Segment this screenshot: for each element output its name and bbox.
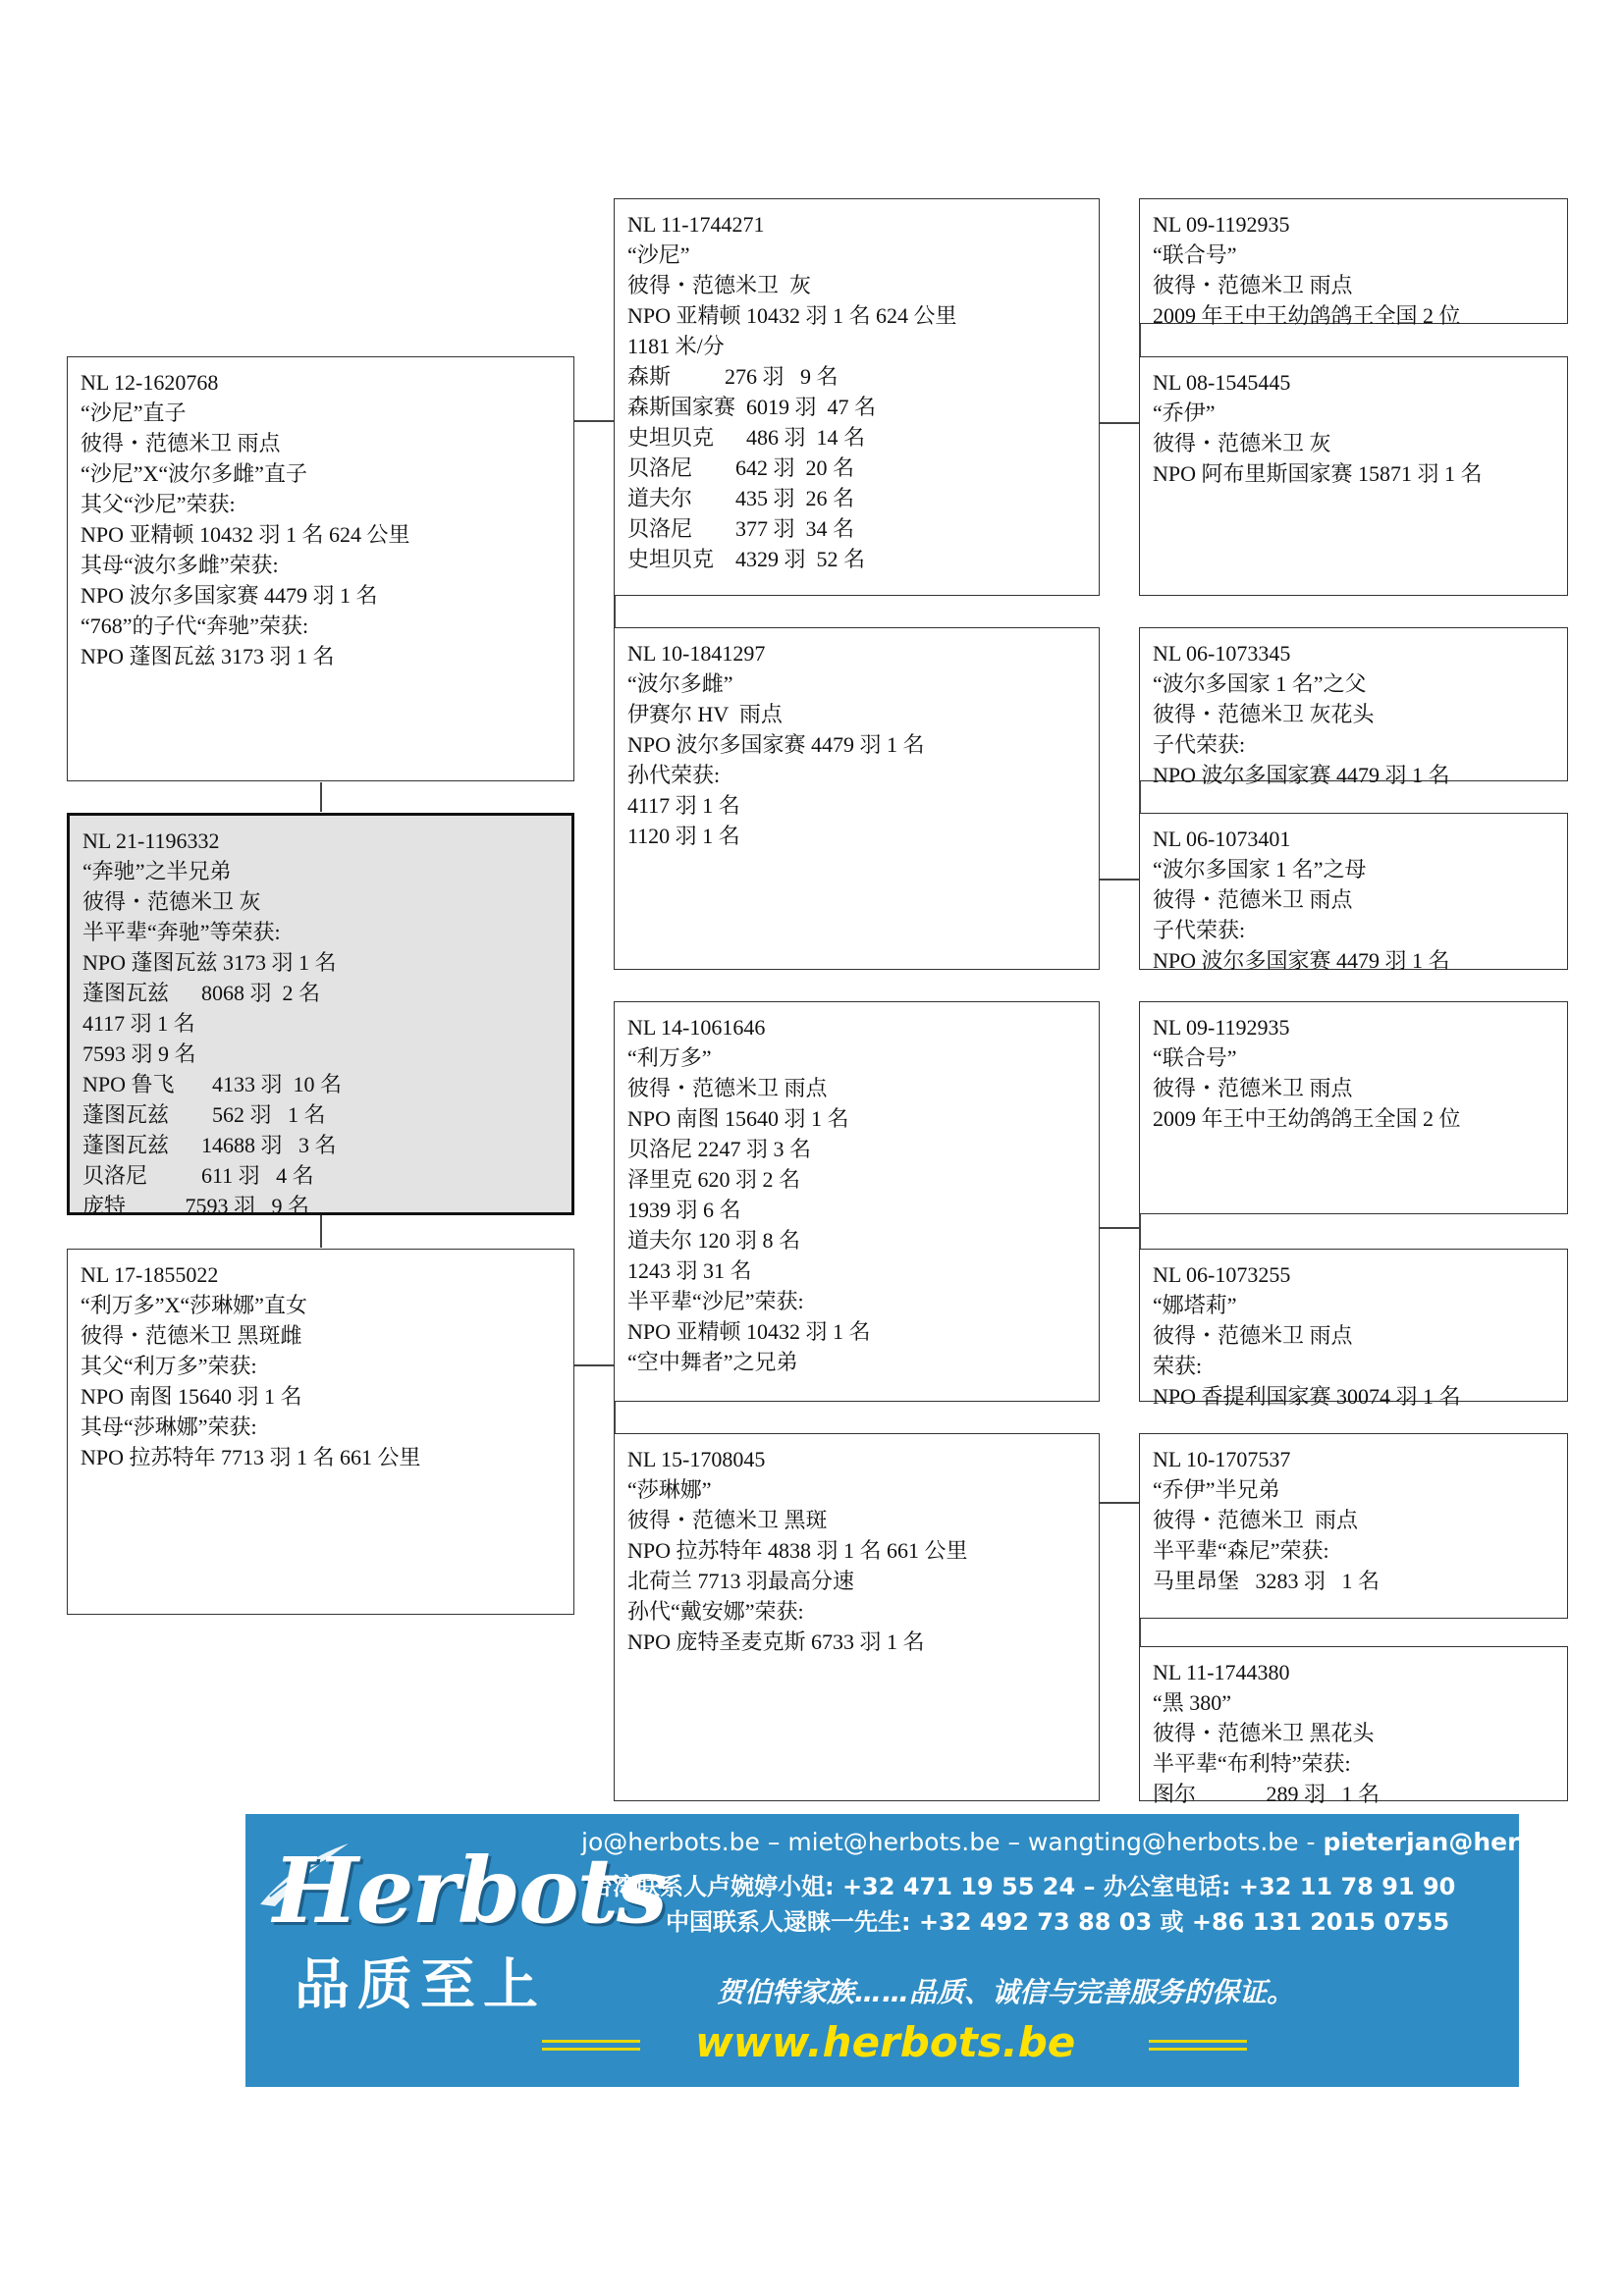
card-line: 彼得・范德米卫 雨点: [1153, 1076, 1353, 1100]
card-line: NPO 阿布里斯国家赛 15871 羽 1 名: [1153, 461, 1483, 486]
card-line: 贝洛尼 2247 羽 3 名: [627, 1137, 812, 1161]
card-line: “波尔多雌”: [627, 671, 733, 696]
dd-sire-card: [1139, 1433, 1568, 1619]
sd-sire-card: [1139, 627, 1568, 787]
ss-dam-card: [1139, 356, 1568, 596]
card-line: 1243 羽 31 名: [627, 1258, 752, 1283]
connector: [574, 420, 614, 422]
sire-card: [67, 356, 574, 781]
ring-number: NL 06-1073255: [1153, 1262, 1291, 1287]
card-line: 彼得・范德米卫 黑斑: [627, 1508, 828, 1532]
card-line: 蓬图瓦兹 562 羽 1 名: [82, 1102, 326, 1127]
card-line: NPO 鲁飞 4133 羽 10 名: [82, 1072, 343, 1096]
card-line: 彼得・范德米卫 雨点: [627, 1076, 828, 1100]
card-line: NPO 蓬图瓦兹 3173 羽 1 名: [81, 644, 335, 668]
card-line: 半平辈“布利特”荣获:: [1153, 1751, 1351, 1776]
ring-number: NL 06-1073345: [1153, 641, 1291, 666]
card-line: NPO 波尔多国家赛 4479 羽 1 名: [1153, 948, 1450, 973]
card-line: 2009 年王中王幼鸽鸽王全国 2 位: [1153, 303, 1461, 328]
card-line: 1120 羽 1 名: [627, 824, 740, 848]
email-list: [581, 1828, 1624, 1856]
connector: [1100, 1227, 1139, 1229]
tagline: 贺伯特家族……品质、诚信与完善服务的保证。: [717, 1976, 1295, 2008]
ring-number: NL 09-1192935: [1153, 212, 1290, 237]
sire-sire-card: [614, 198, 1100, 596]
ring-number: NL 10-1707537: [1153, 1447, 1291, 1471]
card-line: 子代荣获:: [1153, 918, 1246, 942]
card-line: NPO 波尔多国家赛 4479 羽 1 名: [81, 583, 378, 608]
card-line: 森斯国家赛 6019 羽 47 名: [627, 395, 877, 419]
sd-dam-card: [1139, 813, 1568, 973]
card-line: 4117 羽 1 名: [82, 1011, 195, 1036]
card-line: 马里昂堡 3283 羽 1 名: [1153, 1569, 1380, 1593]
card-line: NPO 香提利国家赛 30074 羽 1 名: [1153, 1384, 1461, 1409]
card-line: 彼得・范德米卫 雨点: [1153, 1323, 1353, 1348]
card-line: “联合号”: [1153, 1045, 1237, 1070]
decor-line-right: [1149, 2040, 1247, 2043]
card-line: “奔驰”之半兄弟: [82, 859, 232, 883]
card-line: “波尔多国家 1 名”之父: [1153, 671, 1367, 696]
card-line: NPO 波尔多国家赛 4479 羽 1 名: [1153, 763, 1450, 787]
card-line: 彼得・范德米卫 雨点: [1153, 1508, 1359, 1532]
dam-dam-card: [614, 1433, 1100, 1801]
subject-pigeon-card: [67, 813, 574, 1218]
card-line: 北荷兰 7713 羽最高分速: [627, 1569, 855, 1593]
sire-dam-card: [614, 627, 1100, 970]
email-addresses: jo@herbots.be – miet@herbots.be – wangting@herbots.be -: [581, 1828, 1324, 1856]
card-line: “联合号”: [1153, 242, 1237, 267]
card-line: 彼得・范德米卫 雨点: [81, 431, 281, 455]
connector: [320, 782, 322, 812]
card-line: 史坦贝克 4329 羽 52 名: [627, 547, 866, 571]
card-line: NPO 亚精顿 10432 羽 1 名 624 公里: [627, 303, 957, 328]
ring-number: NL 17-1855022: [81, 1262, 219, 1287]
card-line: NPO 南图 15640 羽 1 名: [81, 1384, 302, 1409]
card-line: 彼得・范德米卫 黑花头: [1153, 1721, 1375, 1745]
card-line: “空中舞者”之兄弟: [627, 1350, 798, 1374]
connector: [1100, 422, 1139, 424]
card-line: 彼得・范德米卫 灰: [82, 889, 261, 914]
card-line: 贝洛尼 377 羽 34 名: [627, 516, 855, 541]
card-line: 泽里克 620 羽 2 名: [627, 1167, 801, 1192]
ds-sire-card: [1139, 1001, 1568, 1214]
email-pieterjan: pieterjan@herbots.be: [1323, 1828, 1624, 1856]
ds-dam-card: [1139, 1249, 1568, 1409]
card-line: 荣获:: [1153, 1354, 1203, 1378]
card-line: 2009 年王中王幼鸽鸽王全国 2 位: [1153, 1106, 1461, 1131]
card-line: 4117 羽 1 名: [627, 793, 740, 818]
ring-number: NL 10-1841297: [627, 641, 766, 666]
card-line: 半平辈“森尼”荣获:: [1153, 1538, 1329, 1563]
ring-number: NL 11-1744380: [1153, 1660, 1290, 1684]
card-line: 森斯 276 羽 9 名: [627, 364, 839, 389]
ring-number: NL 08-1545445: [1153, 370, 1291, 395]
card-line: “乔伊”半兄弟: [1153, 1477, 1280, 1502]
card-line: 孙代“戴安娜”荣获:: [627, 1599, 804, 1624]
website-link[interactable]: www.herbots.be: [695, 2018, 1076, 2066]
card-line: NPO 亚精顿 10432 羽 1 名 624 公里: [81, 522, 410, 547]
card-line: 7593 羽 9 名: [82, 1041, 196, 1066]
card-line: NPO 拉苏特年 4838 羽 1 名 661 公里: [627, 1538, 968, 1563]
card-line: “娜塔莉”: [1153, 1293, 1237, 1317]
ring-number: NL 15-1708045: [627, 1447, 766, 1471]
ring-number: NL 12-1620768: [81, 370, 219, 395]
card-line: 彼得・范德米卫 灰: [627, 273, 812, 297]
card-line: 贝洛尼 611 羽 4 名: [82, 1163, 314, 1188]
card-line: “黑 380”: [1153, 1690, 1232, 1715]
card-line: “沙尼”: [627, 242, 690, 267]
connector: [1100, 1502, 1139, 1504]
card-line: 其父“沙尼”荣获:: [81, 492, 236, 516]
card-line: 彼得・范德米卫 雨点: [1153, 887, 1353, 912]
card-line: “莎琳娜”: [627, 1477, 712, 1502]
card-line: 伊赛尔 HV 雨点: [627, 702, 783, 726]
ring-number: NL 21-1196332: [82, 828, 220, 853]
dam-sire-card: [614, 1001, 1100, 1402]
card-line: 道夫尔 435 羽 26 名: [627, 486, 855, 510]
herbots-banner: [245, 1814, 1624, 2087]
card-line: 蓬图瓦兹 8068 羽 2 名: [82, 981, 321, 1005]
card-line: 彼得・范德米卫 雨点: [1153, 273, 1353, 297]
card-line: 蓬图瓦兹 14688 羽 3 名: [82, 1133, 337, 1157]
card-line: 图尔 289 羽 1 名: [1153, 1782, 1380, 1806]
decor-line-right: [1149, 2048, 1247, 2051]
ring-number: NL 06-1073401: [1153, 827, 1291, 851]
ring-number: NL 09-1192935: [1153, 1015, 1290, 1040]
dd-dam-card: [1139, 1646, 1568, 1806]
card-line: 彼得・范德米卫 黑斑雌: [81, 1323, 302, 1348]
slogan: 品质至上: [295, 1953, 546, 2017]
connector: [1100, 879, 1139, 881]
decor-line-left: [542, 2048, 640, 2051]
card-line: “波尔多国家 1 名”之母: [1153, 857, 1367, 881]
card-line: NPO 南图 15640 羽 1 名: [627, 1106, 849, 1131]
card-line: 彼得・范德米卫 灰花头: [1153, 702, 1375, 726]
card-line: NPO 亚精顿 10432 羽 1 名: [627, 1319, 871, 1344]
ss-sire-card: [1139, 198, 1568, 328]
card-line: NPO 波尔多国家赛 4479 羽 1 名: [627, 732, 925, 757]
brand-logo: Herbots: [273, 1838, 666, 1944]
card-line: 其父“利万多”荣获:: [81, 1354, 257, 1378]
card-line: 道夫尔 120 羽 8 名: [627, 1228, 801, 1253]
card-line: 半平辈“沙尼”荣获:: [627, 1289, 804, 1313]
card-line: 1181 米/分: [627, 334, 725, 358]
card-line: 贝洛尼 642 羽 20 名: [627, 455, 855, 480]
card-line: 庞特 7593 羽 9 名: [82, 1194, 310, 1218]
card-line: “沙尼”X“波尔多雌”直子: [81, 461, 307, 486]
ring-number: NL 14-1061646: [627, 1015, 766, 1040]
taiwan-contact: 台湾联系人卢婉婷小姐: +32 471 19 55 24 – 办公室电话: +32 11 78 91 90: [589, 1873, 1456, 1900]
card-line: 彼得・范德米卫 灰: [1153, 431, 1331, 455]
dam-card: [67, 1249, 574, 1615]
connector: [574, 1364, 614, 1366]
decor-line-left: [542, 2040, 640, 2043]
card-line: “乔伊”: [1153, 400, 1216, 425]
card-line: 孙代荣获:: [627, 763, 721, 787]
card-line: “沙尼”直子: [81, 400, 187, 425]
card-line: 其母“波尔多雌”荣获:: [81, 553, 279, 577]
card-line: “利万多”: [627, 1045, 712, 1070]
card-line: 半平辈“奔驰”等荣获:: [82, 920, 281, 944]
ring-number: NL 11-1744271: [627, 212, 765, 237]
card-line: 子代荣获:: [1153, 732, 1246, 757]
card-line: NPO 蓬图瓦兹 3173 羽 1 名: [82, 950, 337, 975]
card-line: “利万多”X“莎琳娜”直女: [81, 1293, 307, 1317]
card-line: NPO 拉苏特年 7713 羽 1 名 661 公里: [81, 1445, 421, 1469]
card-line: “768”的子代“奔驰”荣获:: [81, 614, 309, 638]
card-line: 史坦贝克 486 羽 14 名: [627, 425, 866, 450]
card-line: NPO 庞特圣麦克斯 6733 羽 1 名: [627, 1629, 925, 1654]
card-line: 其母“莎琳娜”荣获:: [81, 1415, 257, 1439]
china-contact: 中国联系人逯睐一先生: +32 492 73 88 03 或 +86 131 2015 0755: [666, 1908, 1450, 1936]
card-line: 1939 羽 6 名: [627, 1198, 741, 1222]
